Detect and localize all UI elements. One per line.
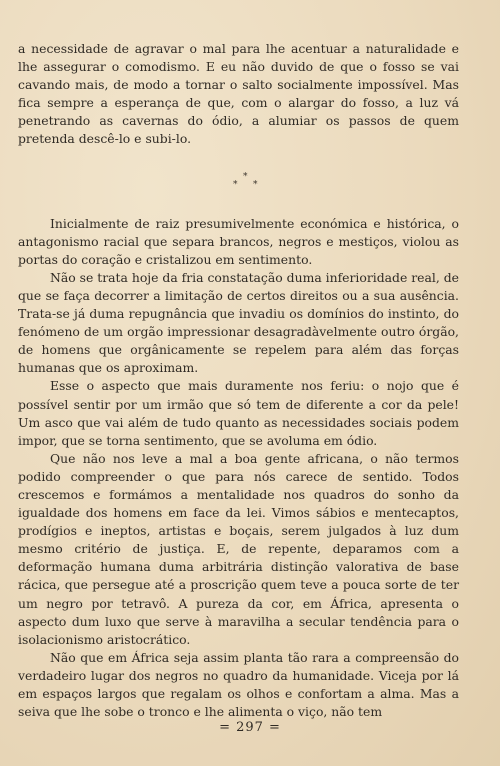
- paragraph: Que não nos leve a mal a boa gente africana, o não termos podido compreender o que para nós carece de sentido. Todos crescemos e formámos a mentalidade nos quadros do sonho da igualdade dos homens em face da lei. Vimos sábios e mentecaptos, prodígios e ineptos, artistas e boçais, serem julgados à luz dum mesmo critério de justiça. E, de repente, deparamos com a deformação humana duma arbitrária distinção valorativa de base rácica, que persegue até a proscrição quem teve a pouca sorte de ter um negro por tetravô. A pureza da cor, em África, apresenta o aspecto dum luxo que serve à maravilha a secular tendência para o isolacionismo aristocrático.: [18, 450, 459, 647]
- page-body: [18, 40, 459, 721]
- page-number: = 297 =: [219, 720, 281, 735]
- paragraph-continued: a necessidade de agravar o mal para lhe acentuar a naturalidade e lhe assegurar o comodismo. E eu não duvido de que o fosso se vai cavando mais, de modo a tornar o salto socialmente impossível. Mas fica sempre a esperança de que, com o alargar do fosso, a luz vá penetrando as cavernas do ódio, a alumiar os passos de quem pretenda descê-lo e subi-lo.: [18, 41, 459, 147]
- paragraph: Não que em África seja assim planta tão rara a compreensão do verdadeiro lugar dos negros no quadro da humanidade. Viceja por lá em espaços largos que regalam os olhos e confortam a alma. Mas a seiva que lhe sobe o tronco e lhe alimenta o viço, não tem: [18, 649, 459, 720]
- separator-asterisk-left: *: [233, 179, 238, 190]
- paragraph: Inicialmente de raiz presumivelmente económica e histórica, o antagonismo racial que separa brancos, negros e mestiços, violou as portas do coração e cristalizou em sentimento.: [18, 215, 459, 267]
- separator-asterisk-right: *: [253, 179, 258, 190]
- paragraph: Não se trata hoje da fria constatação duma inferioridade real, de que se faça decorrer a limitação de certos direitos ou a sua ausência. Trata-se já duma repugnância que invadiu os domínios do instinto, do fenómeno de um orgão impressionar desagradàvelmente outro órgão, de homens que orgânicamente se repelem para além das forças humanas que os aproximam.: [18, 269, 460, 376]
- separator-asterisk-top: *: [243, 171, 248, 182]
- section-separator: [18, 157, 459, 215]
- paragraph: Esse o aspecto que mais duramente nos feriu: o nojo que é possível sentir por um irmão que só tem de diferente a cor da pele! Um asco que vai além de tudo quanto as necessidades sociais podem impor, que se torna sentimento, que se avoluma em ódio.: [18, 378, 459, 448]
